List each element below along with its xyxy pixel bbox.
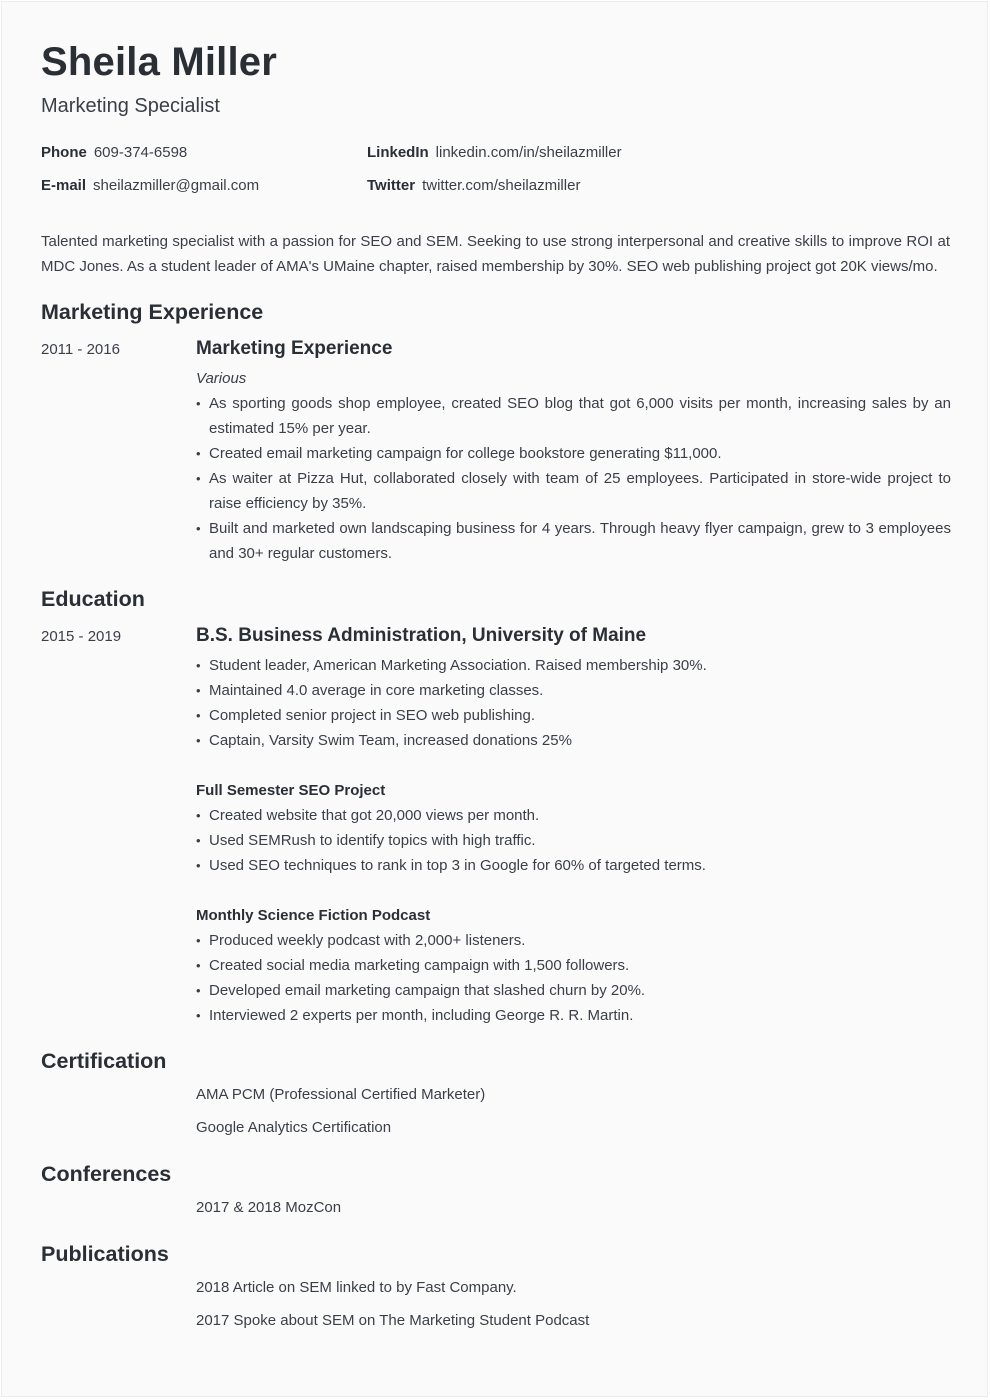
linkedin-label: LinkedIn xyxy=(367,144,429,161)
list-item: • Created social media marketing campaign with 1,500 followers. xyxy=(196,953,951,978)
list-item: • Created email marketing campaign for college bookstore generating $11,000. xyxy=(196,441,951,466)
linkedin-value: linkedin.com/in/sheilazmiller xyxy=(435,144,622,161)
list-item: • Created website that got 20,000 views per month. xyxy=(196,803,951,828)
twitter-value: twitter.com/sheilazmiller xyxy=(422,177,581,194)
experience-bullets xyxy=(196,391,951,566)
project-title-seo: Full Semester SEO Project xyxy=(196,782,386,799)
section-title-experience: Marketing Experience xyxy=(41,300,264,324)
candidate-name: Sheila Miller xyxy=(41,40,278,84)
contact-phone xyxy=(41,143,187,163)
publication-item: 2017 Spoke about SEM on The Marketing Student Podcast xyxy=(196,1312,590,1329)
contact-linkedin xyxy=(367,143,622,163)
email-value: sheilazmiller@gmail.com xyxy=(93,177,260,194)
experience-dates: 2011 - 2016 xyxy=(41,341,120,358)
experience-details xyxy=(196,366,951,566)
list-item: • Developed email marketing campaign that slashed churn by 20%. xyxy=(196,978,951,1003)
experience-title: Marketing Experience xyxy=(196,338,393,359)
project-title-podcast: Monthly Science Fiction Podcast xyxy=(196,907,431,924)
list-item: • Maintained 4.0 average in core marketing classes. xyxy=(196,678,951,703)
experience-company: Various xyxy=(196,370,247,387)
list-item: • Completed senior project in SEO web publishing. xyxy=(196,703,951,728)
phone-value: 609-374-6598 xyxy=(93,144,188,161)
education-bullets xyxy=(196,653,951,753)
section-title-publications: Publications xyxy=(41,1242,169,1266)
email-label: E-mail xyxy=(41,177,87,194)
certification-item: AMA PCM (Professional Certified Marketer) xyxy=(196,1086,486,1103)
list-item: • Used SEO techniques to rank in top 3 in Google for 60% of targeted terms. xyxy=(196,853,951,878)
list-item: • As waiter at Pizza Hut, collaborated closely with team of 25 employees. Participated in store-wide project to raise efficiency by 35%. xyxy=(196,466,951,516)
contact-twitter xyxy=(367,176,580,196)
list-item: • Captain, Varsity Swim Team, increased donations 25% xyxy=(196,728,951,753)
publication-item: 2018 Article on SEM linked to by Fast Company. xyxy=(196,1279,517,1296)
list-item: • As sporting goods shop employee, created SEO blog that got 6,000 visits per month, increasing sales by an estimated 15% per year. xyxy=(196,391,951,441)
twitter-label: Twitter xyxy=(367,177,416,194)
certification-item: Google Analytics Certification xyxy=(196,1119,392,1136)
list-item: • Used SEMRush to identify topics with high traffic. xyxy=(196,828,951,853)
conference-item: 2017 & 2018 MozCon xyxy=(196,1199,342,1216)
project-bullets-podcast xyxy=(196,928,951,1028)
section-title-certification: Certification xyxy=(41,1049,167,1073)
education-dates: 2015 - 2019 xyxy=(41,628,122,645)
list-item: • Produced weekly podcast with 2,000+ listeners. xyxy=(196,928,951,953)
section-title-conferences: Conferences xyxy=(41,1162,172,1186)
section-title-education: Education xyxy=(41,587,145,611)
list-item: • Built and marketed own landscaping business for 4 years. Through heavy flyer campaign, grew to 3 employees and 30+ regular customers. xyxy=(196,516,951,566)
education-title: B.S. Business Administration, University of Maine xyxy=(196,625,647,646)
job-title: Marketing Specialist xyxy=(41,95,220,117)
list-item: • Student leader, American Marketing Association. Raised membership 30%. xyxy=(196,653,951,678)
education-details xyxy=(196,653,951,1028)
resume-page xyxy=(1,1,988,1397)
project-bullets-seo xyxy=(196,803,951,878)
profile-summary: Talented marketing specialist with a passion for SEO and SEM. Seeking to use strong interpersonal and creative skills to improve ROI at MDC Jones. As a student leader of AMA's UMaine chapter, raised membership by 30%. SEO web publishing project got 20K views/mo. xyxy=(41,233,950,275)
list-item: • Interviewed 2 experts per month, including George R. R. Martin. xyxy=(196,1003,951,1028)
phone-label: Phone xyxy=(41,144,87,161)
contact-email xyxy=(41,176,259,196)
